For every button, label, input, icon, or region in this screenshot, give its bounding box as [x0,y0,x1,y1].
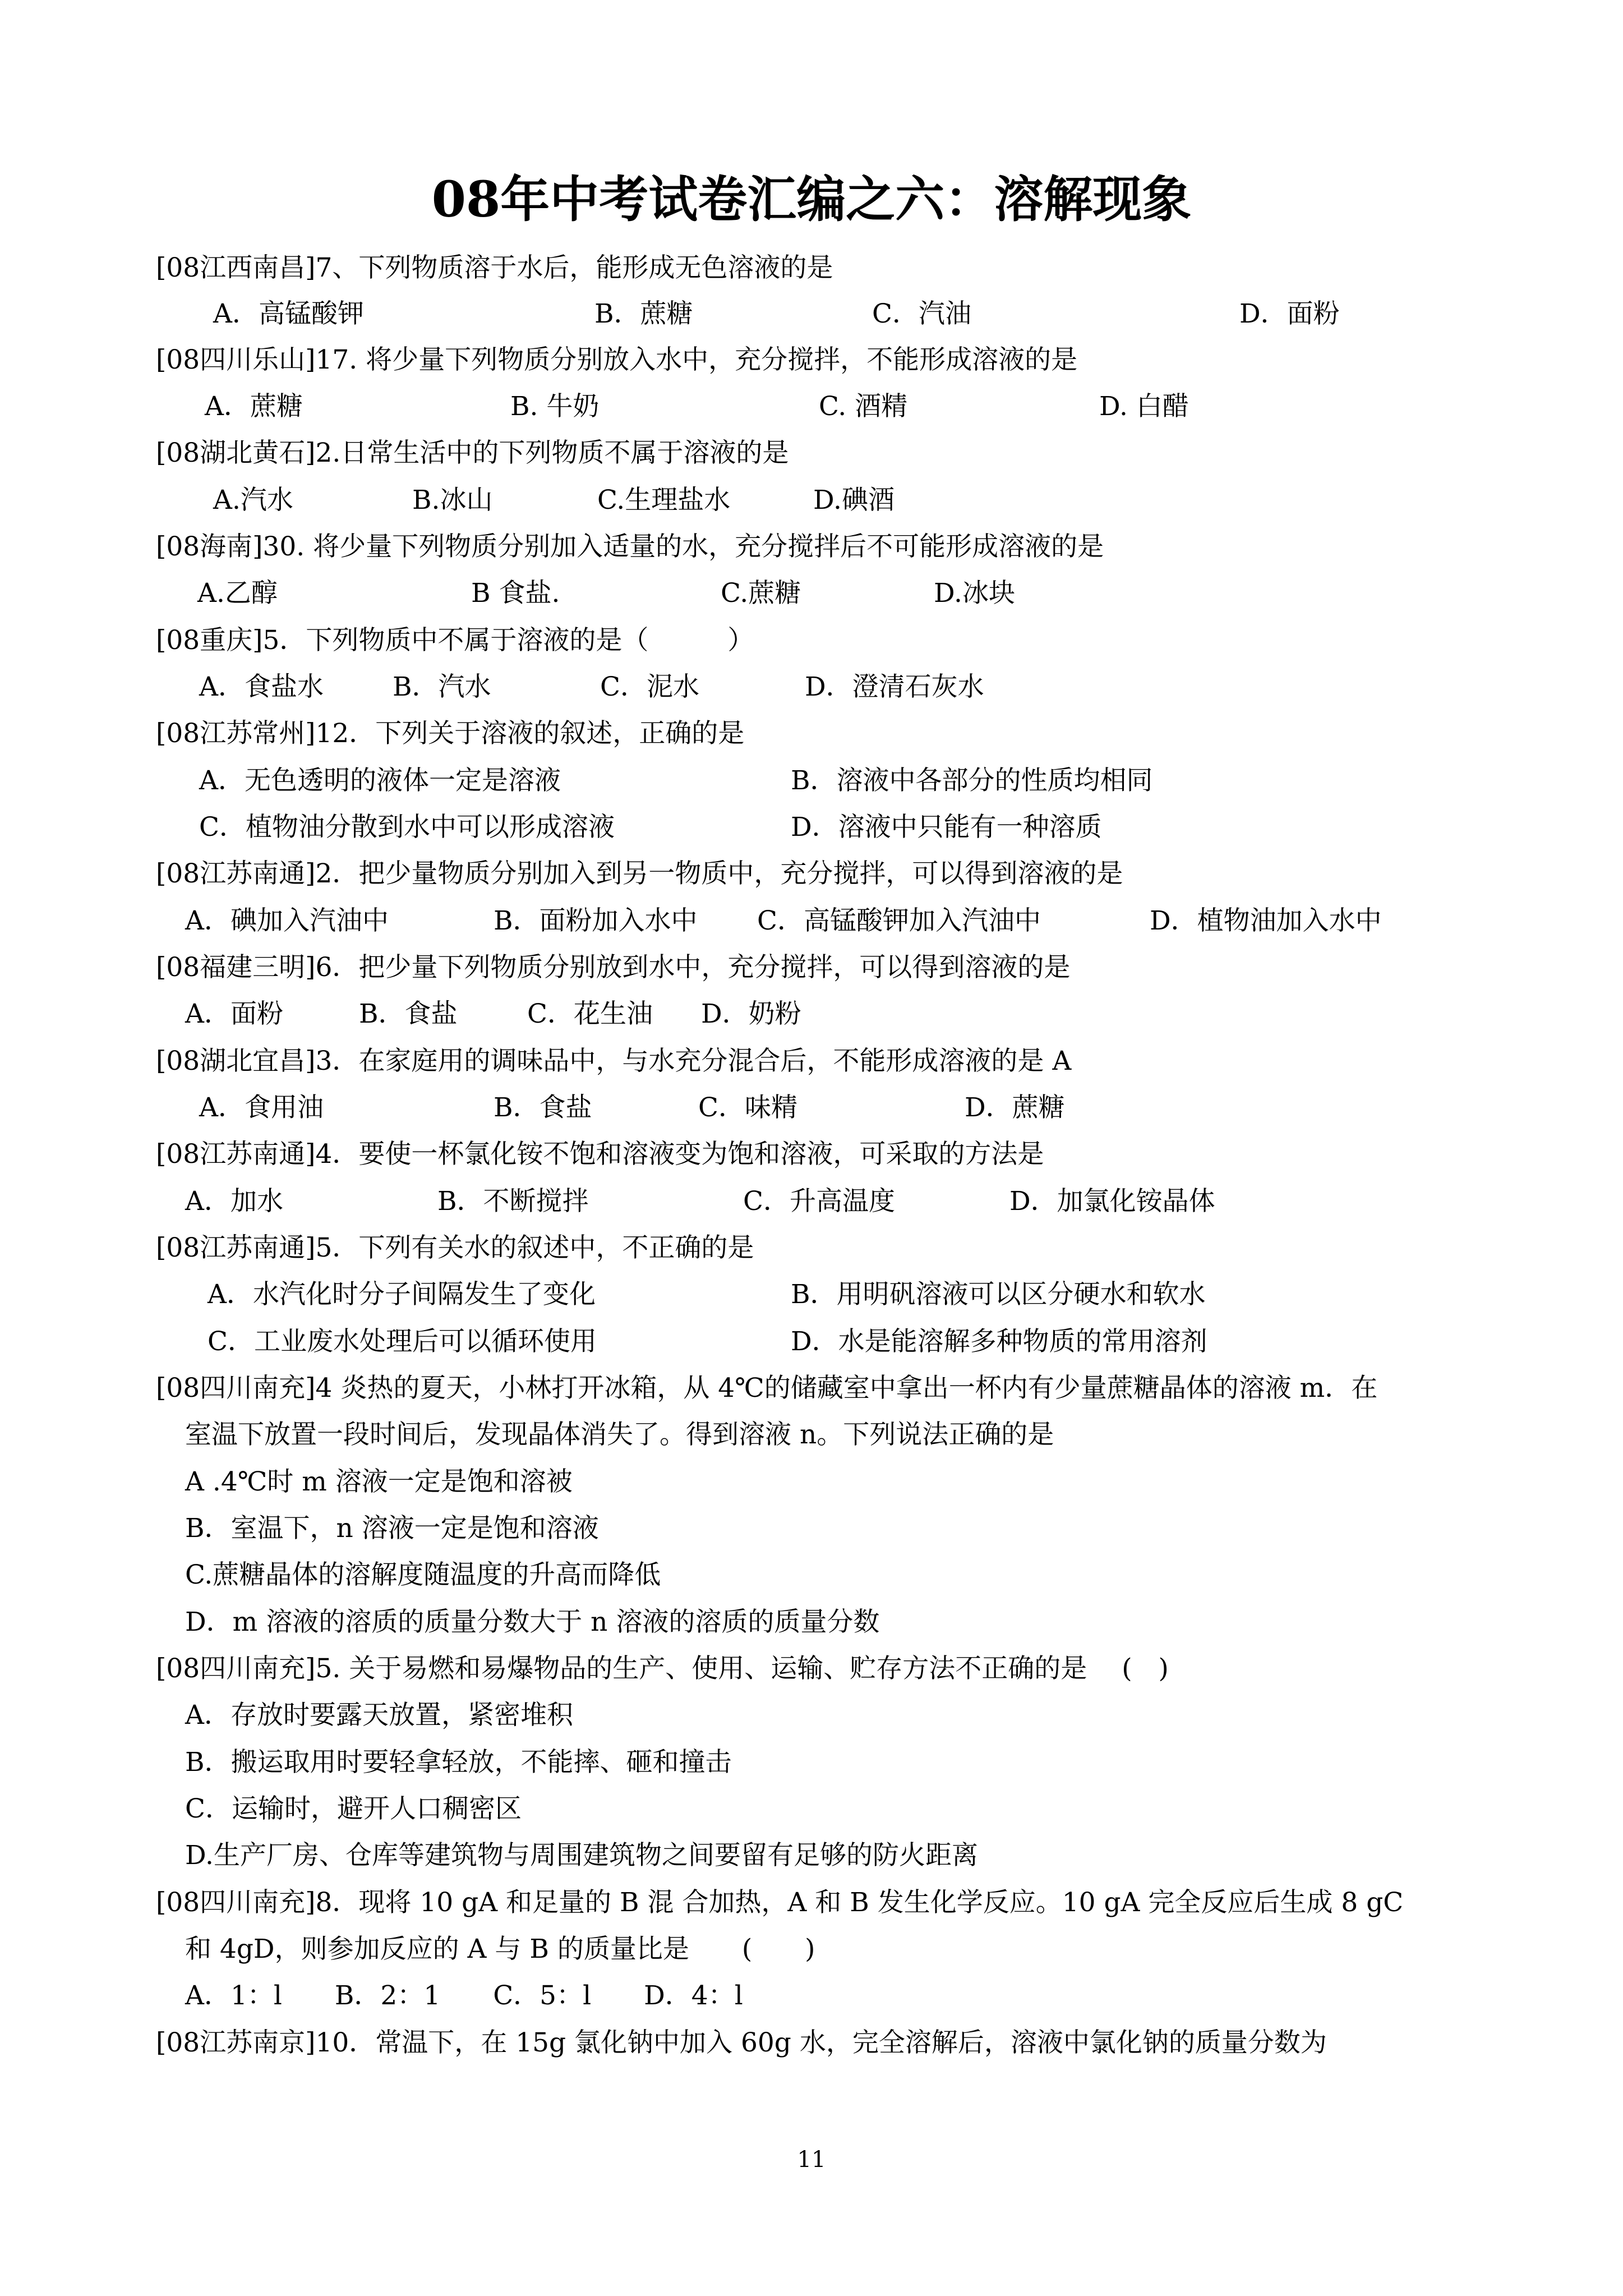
question-5-option-b: B．汽水 [393,671,491,702]
question-6-option-c: C．植物油分散到水中可以形成溶液 [199,812,615,843]
question-9-option-b: B．食盐 [494,1092,592,1123]
question-7-option-d: D．植物油加入水中 [1150,905,1382,936]
question-9-option-a: A．食用油 [199,1092,324,1123]
question-11-option-a: A．水汽化时分子间隔发生了变化 [208,1279,596,1310]
page-title: 08年中考试卷汇编之六：溶解现象 [431,170,1192,228]
question-9-option-c: C．味精 [698,1092,797,1123]
question-8-stem: [08福建三明]6．把少量下列物质分别放到水中，充分搅拌，可以得到溶液的是 [156,952,1071,983]
question-4-option-a: A.乙醇 [197,578,278,609]
question-8-option-a: A．面粉 [185,999,283,1029]
question-7-option-c: C．高锰酸钾加入汽油中 [757,905,1041,936]
question-9-option-d: D．蔗糖 [965,1092,1065,1123]
question-10-option-c: C．升高温度 [743,1186,895,1217]
question-3-option-a: A.汽水 [213,485,293,516]
question-5-option-c: C．泥水 [600,671,699,702]
question-2-stem: [08四川乐山]17. 将少量下列物质分别放入水中，充分搅拌，不能形成溶液的是 [156,344,1078,375]
question-12-stem-line-2: 室温下放置一段时间后，发现晶体消失了。得到溶液 n。下列说法正确的是 [185,1419,1054,1450]
question-6-option-d: D．溶液中只能有一种溶质 [791,812,1102,843]
question-7-stem: [08江苏南通]2．把少量物质分别加入到另一物质中，充分搅拌，可以得到溶液的是 [156,858,1123,889]
question-1-option-b: B．蔗糖 [594,298,693,329]
question-11-option-b: B．用明矾溶液可以区分硬水和软水 [791,1279,1206,1310]
question-2-option-b: B. 牛奶 [510,391,600,422]
question-3-option-b: B.冰山 [412,485,493,516]
question-13-option-c: C．运输时，避开人口稠密区 [185,1793,522,1824]
question-14-stem-line-1: [08四川南充]8．现将 10 gA 和足量的 B 混 合加热，A 和 B 发生化学反应。10 gA 完全反应后生成 8 gC [156,1887,1404,1918]
question-13-option-d: D.生产厂房、仓库等建筑物与周围建筑物之间要留有足够的防火距离 [185,1840,978,1871]
question-11-option-c: C．工业废水处理后可以循环使用 [208,1326,597,1357]
question-10-option-a: A．加水 [185,1186,283,1217]
question-5-option-a: A．食盐水 [199,671,324,702]
question-2-option-d: D. 白醋 [1099,391,1189,422]
question-3-stem: [08湖北黄石]2.日常生活中的下列物质不属于溶液的是 [156,438,789,468]
question-11-stem: [08江苏南通]5．下列有关水的叙述中，不正确的是 [156,1232,754,1263]
question-2-option-a: A．蔗糖 [205,391,303,422]
question-1-option-c: C．汽油 [872,298,971,329]
question-15-stem: [08江苏南京]10．常温下，在 15g 氯化钠中加入 60g 水，完全溶解后，溶液中氯化钠的质量分数为 [156,2027,1327,2058]
question-9-stem: [08湖北宜昌]3．在家庭用的调味品中，与水充分混合后，不能形成溶液的是 A [156,1046,1072,1076]
question-1-option-a: A．高锰酸钾 [213,298,364,329]
question-8-option-b: B．食盐 [359,999,458,1029]
question-5-option-d: D．澄清石灰水 [805,671,984,702]
question-7-option-b: B．面粉加入水中 [494,905,698,936]
question-1-stem: [08江西南昌]7、下列物质溶于水后，能形成无色溶液的是 [156,252,833,283]
question-5-stem: [08重庆]5．下列物质中不属于溶液的是（ ） [156,625,754,656]
question-8-option-c: C．花生油 [527,999,653,1029]
question-13-option-b: B．搬运取用时要轻拿轻放，不能摔、砸和撞击 [185,1747,732,1778]
question-6-option-b: B．溶液中各部分的性质均相同 [791,765,1153,796]
question-12-stem-line-1: [08四川南充]4 炎热的夏天，小林打开冰箱，从 4℃的储藏室中拿出一杯内有少量蔗糖晶体的溶液 m．在 [156,1373,1378,1404]
question-12-option-a: A .4℃时 m 溶液一定是饱和溶被 [185,1466,573,1497]
question-10-option-d: D．加氯化铵晶体 [1009,1186,1215,1217]
question-6-stem: [08江苏常州]12．下列关于溶液的叙述，正确的是 [156,718,745,749]
question-1-option-d: D．面粉 [1239,298,1340,329]
question-10-stem: [08江苏南通]4．要使一杯氯化铵不饱和溶液变为饱和溶液，可采取的方法是 [156,1139,1044,1170]
page-number: 11 [797,2147,826,2173]
question-11-option-d: D．水是能溶解多种物质的常用溶剂 [791,1326,1207,1357]
question-4-option-b: B 食盐. [471,578,560,609]
question-2-option-c: C. 酒精 [819,391,908,422]
question-12-option-b: B．室温下，n 溶液一定是饱和溶液 [185,1513,599,1544]
question-12-option-d: D．m 溶液的溶质的质量分数大于 n 溶液的溶质的质量分数 [185,1607,880,1637]
question-4-option-c: C.蔗糖 [721,578,801,609]
question-3-option-d: D.碘酒 [813,485,895,516]
question-14-options: A．1：l B．2：1 C．5：l D．4：l [185,1980,743,2011]
question-12-option-c: C.蔗糖晶体的溶解度随温度的升高而降低 [185,1559,661,1590]
question-4-option-d: D.冰块 [934,578,1015,609]
question-13-option-a: A．存放时要露天放置，紧密堆积 [185,1700,573,1731]
question-14-stem-line-2: 和 4gD，则参加反应的 A 与 B 的质量比是 ( ) [185,1934,815,1964]
question-6-option-a: A．无色透明的液体一定是溶液 [199,765,561,796]
question-13-stem: [08四川南充]5. 关于易燃和易爆物品的生产、使用、运输、贮存方法不正确的是 ( ) [156,1653,1169,1684]
question-7-option-a: A．碘加入汽油中 [185,905,389,936]
question-3-option-c: C.生理盐水 [597,485,731,516]
question-10-option-b: B．不断搅拌 [437,1186,589,1217]
question-8-option-d: D．奶粉 [701,999,801,1029]
question-4-stem: [08海南]30. 将少量下列物质分别加入适量的水，充分搅拌后不可能形成溶液的是 [156,531,1104,562]
